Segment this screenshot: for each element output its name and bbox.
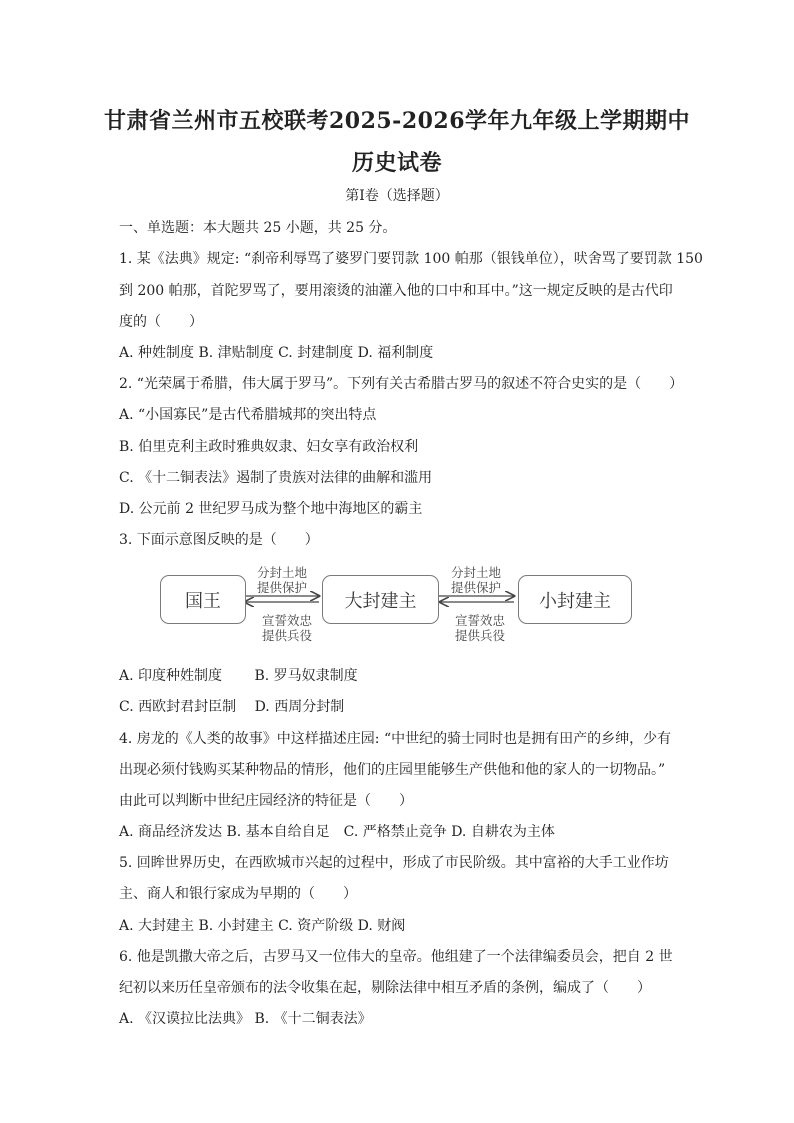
- label-bottom-right-1: 宣誓效忠: [454, 613, 505, 628]
- q2-option-c: C. 《十二铜表法》遏制了贵族对法律的曲解和滥用: [119, 470, 433, 486]
- q3-options-1: A. 印度种姓制度 B. 罗马奴隶制度: [119, 668, 358, 684]
- box-king: 国王: [160, 575, 246, 624]
- q1-line1: 1. 某《法典》规定: “刹帝利辱骂了婆罗门要罚款 100 帕那（银钱单位），吠舍骂了要罚款 150: [119, 251, 703, 267]
- label-top-left-2: 提供保护: [256, 580, 307, 595]
- q3-stem: 3. 下面示意图反映的是（ ）: [119, 532, 319, 548]
- q4-line1: 4. 房龙的《人类的故事》中这样描述庄园: “中世纪的骑士同时也是拥有田产的乡绅，少有: [119, 731, 672, 747]
- q1-options: A. 种姓制度 B. 津贴制度 C. 封建制度 D. 福利制度: [119, 345, 434, 361]
- q5-line1: 5. 回眸世界历史，在西欧城市兴起的过程中，形成了市民阶级。其中富裕的大手工业作坊: [119, 855, 669, 871]
- label-bottom-left-2: 提供兵役: [261, 628, 312, 643]
- label-top-right-1: 分封土地: [450, 565, 501, 580]
- q6-options: A. 《汉谟拉比法典》 B. 《十二铜表法》: [119, 1011, 372, 1027]
- section-heading: 一、单选题：本大题共 25 小题，共 25 分。: [119, 220, 397, 236]
- label-bottom-left-1: 宣誓效忠: [261, 613, 312, 628]
- volume-label: 第I卷（选择题）: [345, 188, 449, 204]
- box-lesser-lord: 小封建主: [518, 575, 632, 624]
- q5-line2: 主、商人和银行家成为早期的（ ）: [119, 886, 357, 902]
- q4-line3: 由此可以判断中世纪庄园经济的特征是（ ）: [119, 793, 413, 809]
- label-top-left-1: 分封土地: [256, 565, 307, 580]
- label-bottom-right-2: 提供兵役: [454, 628, 505, 643]
- q2-stem: 2. “光荣属于希腊，伟大属于罗马”。下列有关古希腊古罗马的叙述不符合史实的是（ ）: [119, 376, 684, 392]
- box-great-lord: 大封建主: [322, 575, 439, 624]
- q4-options: A. 商品经济发达 B. 基本自给自足 C. 严格禁止竞争 D. 自耕农为主体: [119, 824, 555, 840]
- q6-line2: 纪初以来历任皇帝颁布的法令收集在起，剔除法律中相互矛盾的条例，编成了（ ）: [119, 980, 651, 996]
- q4-line2: 出现必须付钱购买某种物品的情形，他们的庄园里能够生产供他和他的家人的一切物品。”: [119, 762, 666, 778]
- q3-options-2: C. 西欧封君封臣制 D. 西周分封制: [119, 699, 345, 715]
- q2-option-b: B. 伯里克利主政时雅典奴隶、妇女享有政治权利: [119, 439, 419, 455]
- q1-line3: 度的（ ）: [119, 314, 203, 330]
- q5-options: A. 大封建主 B. 小封建主 C. 资产阶级 D. 财阀: [119, 918, 406, 934]
- q2-option-a: A. “小国寡民”是古代希腊城邦的突出特点: [119, 407, 377, 423]
- q6-line1: 6. 他是凯撒大帝之后，古罗马又一位伟大的皇帝。他组建了一个法律编委员会，把自 2 世: [119, 949, 673, 965]
- label-top-right-2: 提供保护: [450, 580, 501, 595]
- q1-line2: 到 200 帕那，首陀罗骂了，要用滚烫的油灌入他的口中和耳中。”这一规定反映的是古代印: [119, 283, 673, 299]
- feudal-diagram: [159, 560, 634, 650]
- exam-title-line1: 甘肃省兰州市五校联考2025-2026学年九年级上学期期中: [103, 108, 691, 134]
- q2-option-d: D. 公元前 2 世纪罗马成为整个地中海地区的霸主: [119, 501, 423, 517]
- exam-title-line2: 历史试卷: [351, 150, 442, 176]
